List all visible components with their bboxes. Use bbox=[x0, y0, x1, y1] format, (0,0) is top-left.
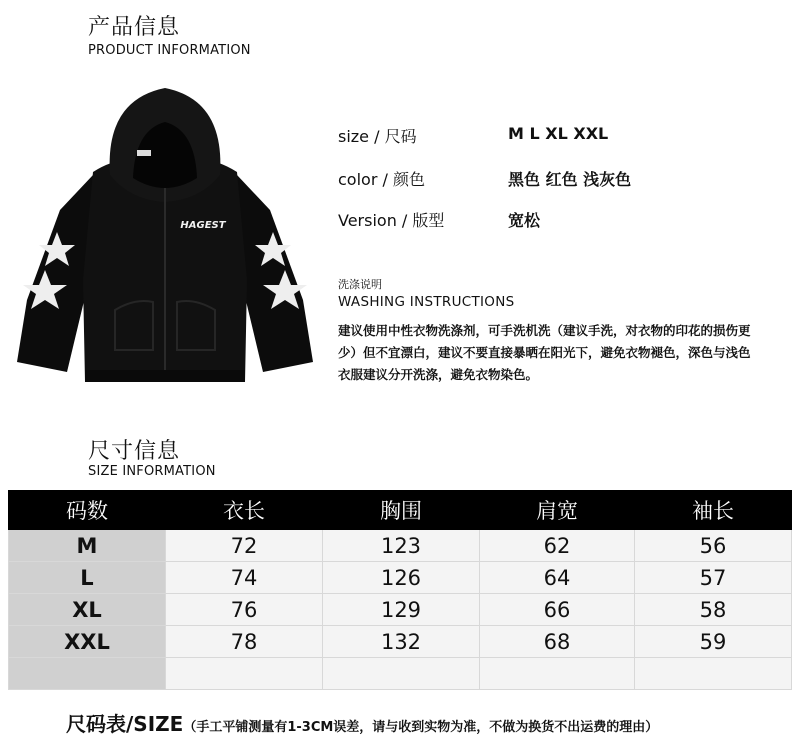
washing-instructions-text: 建议使用中性衣物洗涤剂，可手洗机洗（建议手洗，对衣物的印花的损伤更少）但不宜漂白，建议不要直接暴晒在阳光下，避免衣物褪色，深色与浅色衣服建议分开洗涤，避免衣物染色。 bbox=[338, 323, 751, 382]
table-cell: 64 bbox=[480, 562, 635, 594]
spec-version-label: Version / 版型 bbox=[338, 211, 445, 230]
size-chart-footer bbox=[66, 708, 658, 737]
table-cell: 72 bbox=[166, 530, 323, 562]
size-info-title-cn: 尺寸信息 bbox=[88, 439, 181, 464]
table-cell bbox=[323, 658, 480, 690]
table-cell bbox=[480, 658, 635, 690]
size-cell: L bbox=[9, 562, 166, 594]
footer-title: 尺码表/SIZE bbox=[66, 712, 184, 736]
table-row bbox=[9, 530, 792, 562]
spec-size-label: size / 尺码 bbox=[338, 127, 417, 146]
table-cell: 68 bbox=[480, 626, 635, 658]
table-row bbox=[9, 562, 792, 594]
hoodie-product-image bbox=[5, 80, 325, 390]
size-info-title-en: SIZE INFORMATION bbox=[88, 464, 216, 479]
table-cell: 74 bbox=[166, 562, 323, 594]
table-cell bbox=[635, 658, 792, 690]
header-shoulder: 肩宽 bbox=[480, 491, 635, 530]
table-cell: 132 bbox=[323, 626, 480, 658]
hoodie-left-sleeve bbox=[17, 175, 93, 372]
spec-color-value: 黑色 红色 浅灰色 bbox=[508, 170, 632, 189]
header-chest: 胸围 bbox=[323, 491, 480, 530]
product-info-title-cn: 产品信息 bbox=[88, 15, 181, 40]
table-cell bbox=[166, 658, 323, 690]
table-cell: 58 bbox=[635, 594, 792, 626]
hoodie-chest-print: HAGEST bbox=[180, 220, 226, 231]
table-cell: 62 bbox=[480, 530, 635, 562]
table-cell: 123 bbox=[323, 530, 480, 562]
header-length: 衣长 bbox=[166, 491, 323, 530]
size-cell bbox=[9, 658, 166, 690]
table-cell: 126 bbox=[323, 562, 480, 594]
size-cell: XXL bbox=[9, 626, 166, 658]
spec-color-label: color / 颜色 bbox=[338, 170, 425, 189]
hoodie-right-sleeve bbox=[237, 175, 313, 372]
table-cell: 78 bbox=[166, 626, 323, 658]
table-cell: 76 bbox=[166, 594, 323, 626]
size-table-header-row bbox=[9, 491, 792, 530]
header-sleeve: 袖长 bbox=[635, 491, 792, 530]
table-row-empty bbox=[9, 658, 792, 690]
product-info-title-en: PRODUCT INFORMATION bbox=[88, 43, 251, 58]
table-cell: 59 bbox=[635, 626, 792, 658]
size-cell: XL bbox=[9, 594, 166, 626]
table-cell: 56 bbox=[635, 530, 792, 562]
footer-note: （手工平铺测量有1-3CM误差，请与收到实物为准，不做为换货不出运费的理由） bbox=[183, 720, 659, 735]
washing-title-cn: 洗涤说明 bbox=[338, 278, 382, 291]
header-size: 码数 bbox=[9, 491, 166, 530]
spec-size-value: M L XL XXL bbox=[508, 124, 609, 143]
table-row bbox=[9, 626, 792, 658]
table-cell: 129 bbox=[323, 594, 480, 626]
washing-title-en: WASHING INSTRUCTIONS bbox=[338, 294, 515, 310]
size-table bbox=[8, 490, 792, 690]
table-cell: 66 bbox=[480, 594, 635, 626]
table-row bbox=[9, 594, 792, 626]
size-cell: M bbox=[9, 530, 166, 562]
table-cell: 57 bbox=[635, 562, 792, 594]
spec-version-value: 宽松 bbox=[508, 211, 541, 230]
